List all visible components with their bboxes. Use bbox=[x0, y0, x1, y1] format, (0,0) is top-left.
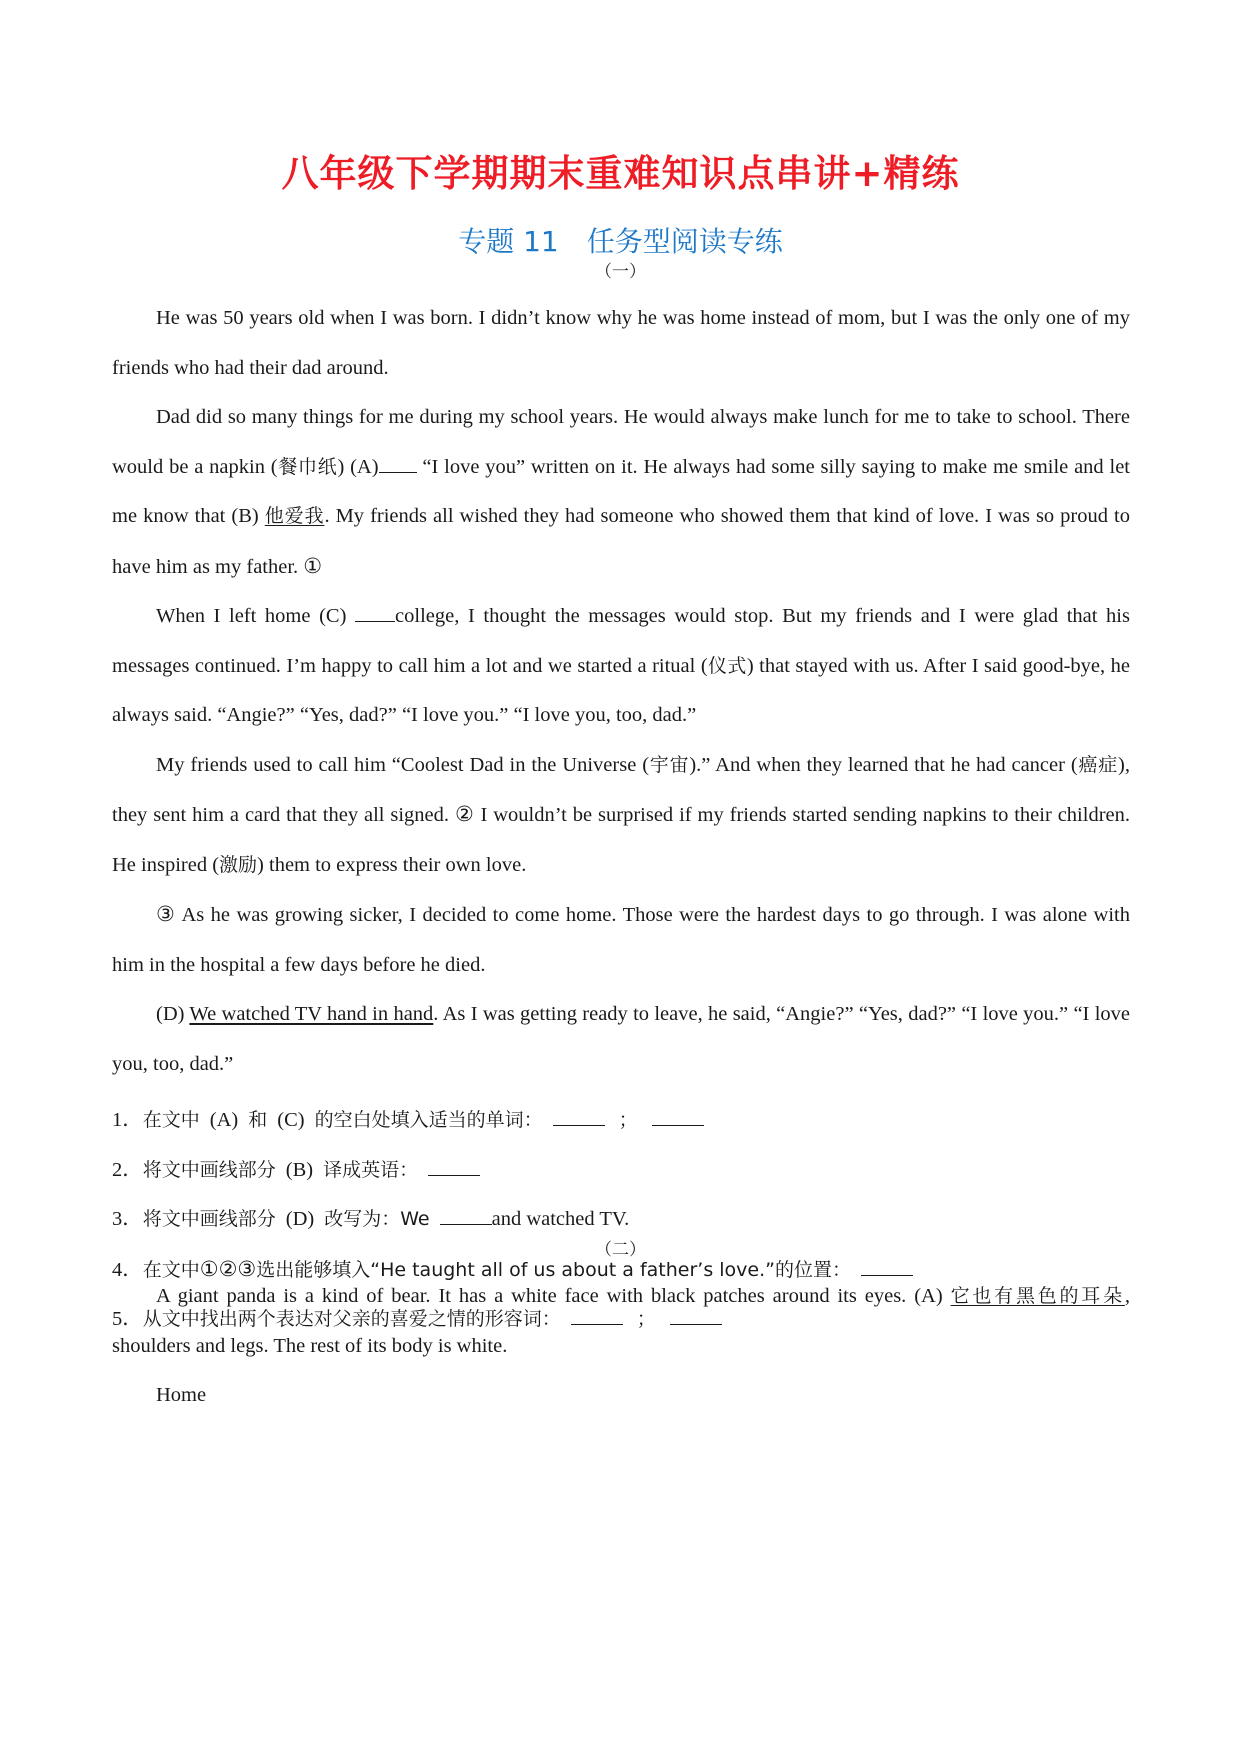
gloss-universe: 宇宙 bbox=[649, 753, 690, 776]
topic-name: 任务型阅读专练 bbox=[586, 225, 783, 258]
document-title: 八年级下学期期末重难知识点串讲+精练 bbox=[281, 152, 960, 195]
underlined-d: We watched TV hand in hand bbox=[189, 1003, 434, 1025]
answer-blank[interactable] bbox=[553, 1107, 605, 1126]
underlined-a: 它也有黑色的耳朵 bbox=[950, 1285, 1125, 1307]
circle-marker-2: ② bbox=[454, 802, 475, 826]
question-3: 3．将文中画线部分 (D) 改写为：We and watched TV. bbox=[112, 1208, 630, 1230]
blank-c bbox=[355, 603, 395, 622]
underlined-b: 他爱我 bbox=[264, 505, 325, 527]
gloss-napkin: 餐巾纸 bbox=[277, 455, 338, 478]
question-2: 2．将文中画线部分 (B) 译成英语： bbox=[112, 1146, 1130, 1196]
circle-markers: ①②③ bbox=[199, 1256, 257, 1281]
passage-1 bbox=[112, 294, 1130, 1089]
blank-a bbox=[379, 454, 417, 473]
circle-marker-1: ① bbox=[303, 553, 323, 578]
question-5: 5．从文中找出两个表达对父亲的喜爱之情的形容词： ； bbox=[112, 1295, 1130, 1345]
section-marker-2: （二） bbox=[595, 1240, 646, 1260]
answer-blank[interactable] bbox=[652, 1107, 704, 1126]
paragraph-3: When I left home (C) college, I thought the messages would stop. But my friends and I were glad that his messages continued. I’m happy to call him a lot and we started a ritual (仪式) that stayed with us. After I said good-bye, he always said. “Angie?” “Yes, dad?” “I love you.” “I love you, too, dad.” bbox=[112, 605, 1130, 726]
gloss-inspired: 激励 bbox=[219, 853, 258, 876]
paragraph-4: My friends used to call him “Coolest Dad in the Universe (宇宙).” And when they learned that he had cancer (癌症), they sent him a card that they all signed. ② I wouldn’t be surprised if my friends started sending napkins to their children. He inspired (激励) them to express their own love. bbox=[112, 753, 1130, 876]
answer-blank[interactable] bbox=[428, 1157, 480, 1176]
paragraph-1: He was 50 years old when I was born. I didn’t know why he was home instead of mom, but I was the only one of my friends who had their dad around. bbox=[112, 307, 1130, 379]
paragraph-2: Home bbox=[156, 1384, 207, 1406]
answer-blank[interactable] bbox=[440, 1206, 492, 1225]
paragraph-2: Dad did so many things for me during my school years. He would always make lunch for me to take to school. There would be a napkin (餐巾纸) (A) “I love you” written on it. He always had some silly saying to make me smile and let me know that (B) 他爱我. My friends all wished they had someone who showed them that kind of love. I was so proud to have him as my father. ① bbox=[112, 406, 1130, 578]
gloss-ritual: 仪式 bbox=[707, 654, 747, 677]
paragraph-5: ③ As he was growing sicker, I decided to come home. Those were the hardest days to go through. I was alone with him in the hospital a few days before he died. bbox=[112, 902, 1130, 976]
question-4: 4．在文中①②③选出能够填入“He taught all of us about a father’s love.”的位置： bbox=[112, 1245, 1130, 1296]
topic-number: 专题 11 bbox=[458, 225, 559, 258]
paragraph-1: A giant panda is a kind of bear. It has a white face with black patches around its eyes. (A) 它也有黑色的耳朵, shoulders and legs. The rest of its body is white. bbox=[112, 1285, 1130, 1357]
gloss-cancer: 癌症 bbox=[1077, 753, 1119, 776]
passage-2 bbox=[112, 1272, 1130, 1421]
document-subtitle bbox=[0, 222, 1241, 262]
circle-marker-3: ③ bbox=[156, 902, 177, 926]
section-marker-1: （一） bbox=[595, 262, 646, 282]
paragraph-6: (D) We watched TV hand in hand. As I was getting ready to leave, he said, “Angie?” “Yes, dad?” “I love you.” “I love you, too, dad.” bbox=[112, 1003, 1130, 1075]
question-1: 1．在文中 (A) 和 (C) 的空白处填入适当的单词： ； bbox=[112, 1096, 1130, 1146]
